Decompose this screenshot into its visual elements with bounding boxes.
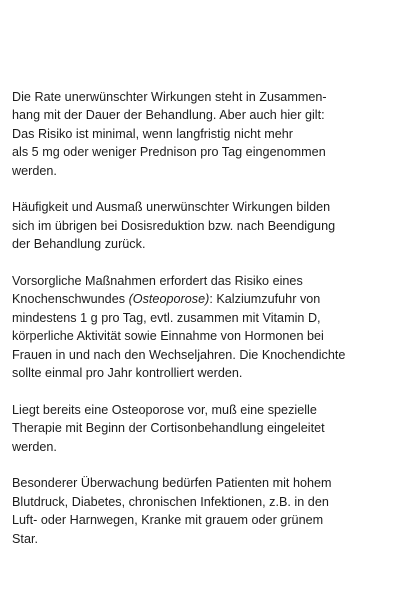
body-text xyxy=(12,88,397,566)
text-line: Blutdruck, Diabetes, chronischen Infektionen, z.B. in den xyxy=(12,494,329,509)
text-line: hang mit der Dauer der Behandlung. Aber auch hier gilt: xyxy=(12,108,325,123)
text-line: Star. xyxy=(12,531,39,546)
text-line: als 5 mg oder weniger Prednison pro Tag eingenommen xyxy=(12,145,326,160)
paragraph-osteoporosis-prevention xyxy=(12,272,397,382)
text-line: körperliche Aktivität sowie Einnahme von Hormonen bei xyxy=(12,329,324,344)
text-line: werden. xyxy=(12,163,57,178)
paragraph-special-monitoring xyxy=(12,474,397,548)
text-line: Liegt bereits eine Osteoporose vor, muß eine spezielle xyxy=(12,402,317,417)
paragraph-existing-osteoporosis xyxy=(12,401,397,456)
text-line: werden. xyxy=(12,439,57,454)
text-line: Frauen in und nach den Wechseljahren. Die Knochendichte xyxy=(12,347,346,362)
text-line: Therapie mit Beginn der Cortisonbehandlung eingeleitet xyxy=(12,421,325,436)
italic-term-osteoporose: (Osteoporose) xyxy=(128,292,210,307)
text-segment: : Kalziumzufuhr von xyxy=(209,292,321,307)
text-line: Das Risiko ist minimal, wenn langfristig nicht mehr xyxy=(12,126,293,141)
text-line: sollte einmal pro Jahr kontrolliert werden. xyxy=(12,366,243,381)
text-line: Vorsorgliche Maßnahmen erfordert das Risiko eines xyxy=(12,274,303,289)
text-line: der Behandlung zurück. xyxy=(12,237,146,252)
text-line: sich im übrigen bei Dosisreduktion bzw. nach Beendigung xyxy=(12,218,336,233)
text-line: Häufigkeit und Ausmaß unerwünschter Wirkungen bilden xyxy=(12,200,331,215)
text-line: Besonderer Überwachung bedürfen Patienten mit hohem xyxy=(12,476,332,491)
paragraph-dose-reduction xyxy=(12,198,397,253)
text-line: Luft- oder Harnwegen, Kranke mit grauem oder grünem xyxy=(12,513,324,528)
text-line-osteoporose xyxy=(12,290,397,308)
text-line: Die Rate unerwünschter Wirkungen steht in Zusammen- xyxy=(12,90,327,104)
text-segment: Knochenschwundes xyxy=(12,292,129,307)
paragraph-side-effects-duration xyxy=(12,88,397,180)
text-line: mindestens 1 g pro Tag, evtl. zusammen mit Vitamin D, xyxy=(12,310,321,325)
